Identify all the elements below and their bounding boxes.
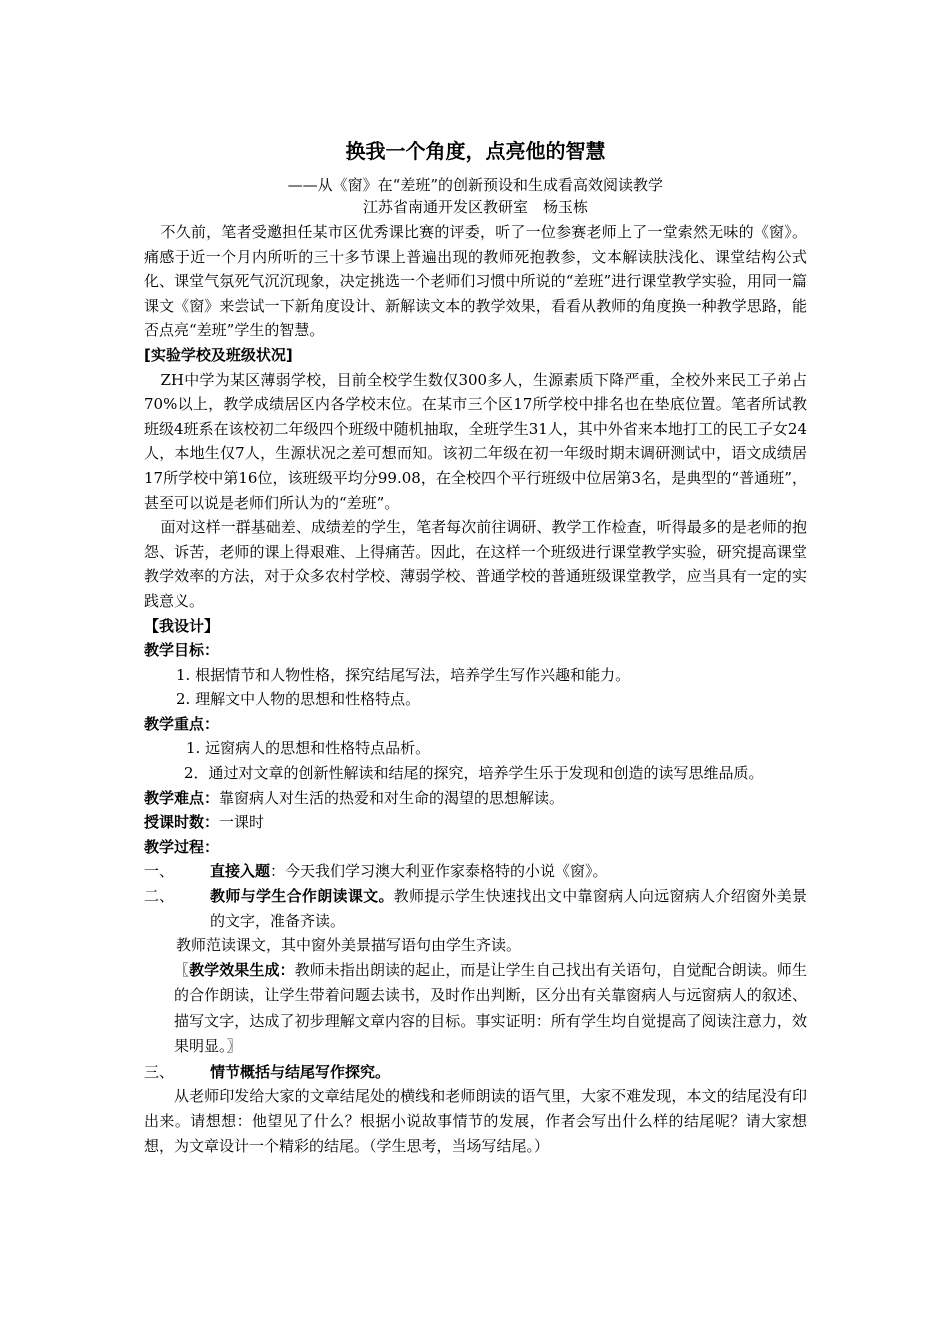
- difficulty-label: 教学难点：: [144, 788, 220, 807]
- step3-paragraph: 从老师印发给大家的文章结尾处的横线和老师朗读的语气里，大家不难发现，本文的结尾没有印出来。请想想：他望见了什么？根据小说故事情节的发展，作者会写出什么样的结尾呢？请大家想想，为文章设计一个精彩的结尾。（学生思考，当场写结尾。）: [144, 1087, 807, 1155]
- step2-reading: 教师范读课文，其中窗外美景描写语句由学生齐读。: [176, 936, 522, 955]
- step-body: [210, 884, 807, 933]
- section-heading-school: [实验学校及班级状况]: [144, 345, 293, 364]
- difficulty-row: [144, 786, 807, 811]
- focus-item: 2．通过对文章的创新性解读和结尾的探究，培养学生乐于发现和创造的读写思维品质。: [184, 764, 764, 783]
- step-text: ：今天我们学习澳大利亚作家泰格特的小说《窗》。: [270, 862, 608, 881]
- step-number: 三、: [144, 1062, 175, 1081]
- focus-item: 1. 远窗病人的思想和性格特点品析。: [186, 739, 431, 758]
- process-step-1: [144, 859, 807, 884]
- intro-paragraph: 不久前，笔者受邀担任某市区优秀课比赛的评委，听了一位参赛老师上了一堂索然无味的《窗》。痛感于近一个月内所听的三十多节课上普遍出现的教师死抱教参，文本解读肤浅化、课堂结构公式化、课堂气氛死气沉沉现象，决定挑选一个老师们习惯中所说的“差班”进行课堂教学实验，用同一篇课文《窗》来尝试一下新角度设计、新解读文本的教学效果，看看从教师的角度换一种教学思路，能否点亮“差班”学生的智慧。: [144, 223, 807, 340]
- step-text: 教师提示学生快速找出文中靠窗病人向远窗病人介绍窗外美景的文字，准备齐读。: [210, 887, 807, 930]
- note-text: 教师未指出朗读的起止，而是让学生自己找出有关语句，自觉配合朗读。师生的合作朗读，让学生带着问题去读书，及时作出判断，区分出有关靠窗病人与远窗病人的叙述、描写文字，达成了初步理解文章内容的目标。事实证明：所有学生均自觉提高了阅读注意力，效果明显。〗: [174, 960, 807, 1056]
- document-author: 江苏省南通开发区教研室 杨玉栋: [362, 198, 588, 216]
- difficulty-text: 靠窗病人对生活的热爱和对生命的渴望的思想解读。: [219, 788, 565, 807]
- process-step-2: [144, 884, 807, 933]
- time-row: [144, 810, 807, 835]
- focus-label: 教学重点：: [144, 714, 220, 733]
- goals-label: 教学目标：: [144, 641, 220, 660]
- step-title: 直接入题: [210, 862, 271, 881]
- process-step-3: [144, 1060, 807, 1085]
- document-title: 换我一个角度，点亮他的智慧: [345, 139, 606, 163]
- process-label: 教学过程：: [144, 837, 220, 856]
- step-title: 教师与学生合作朗读课文。: [210, 887, 394, 906]
- time-label: 授课时数：: [144, 813, 220, 832]
- step2-effect-note: [144, 958, 807, 1060]
- section-heading-design: 【我设计】: [144, 616, 220, 635]
- time-text: 一课时: [219, 813, 265, 832]
- document-subtitle: ——从《窗》在“差班”的创新预设和生成看高效阅读教学: [287, 176, 663, 194]
- note-label: 教学效果生成：: [189, 960, 295, 979]
- school-paragraph-1: ZH中学为某区薄弱学校，目前全校学生数仅300多人，生源素质下降严重，全校外来民工子弟占70%以上，教学成绩居区内各学校末位。在某市三个区17所学校中排名也在垫底位置。笔者所试教班级4班系在该校初二年级四个班级中随机抽取，全班学生31人，其中外省来本地打工的民工子女24人，本地生仅7人，生源状况之差可想而知。该初二年级在初一年级时期末调研测试中，语文成绩居17所学校中第16位，该班级平均分99.08，在全校四个平行班级中位居第3名，是典型的“普通班”，甚至可以说是老师们所认为的“差班”。: [144, 370, 807, 512]
- school-paragraph-2: 面对这样一群基础差、成绩差的学生，笔者每次前往调研、教学工作检查，听得最多的是老师的抱怨、诉苦，老师的课上得艰难、上得痛苦。因此，在这样一个班级进行课堂教学实验，研究提高课堂教学效率的方法，对于众多农村学校、薄弱学校、普通学校的普通班级课堂教学，应当具有一定的实践意义。: [144, 518, 807, 610]
- step-number: 二、: [144, 887, 175, 906]
- step-body: [210, 1060, 807, 1085]
- step-title: 情节概括与结尾写作探究。: [210, 1062, 391, 1081]
- goal-item: 1. 根据情节和人物性格，探究结尾写法，培养学生写作兴趣和能力。: [176, 665, 631, 684]
- step-number: 一、: [144, 862, 175, 881]
- goal-item: 2. 理解文中人物的思想和性格特点。: [176, 690, 421, 709]
- document-page: [144, 136, 807, 1158]
- note-bracket: 〖: [174, 960, 190, 979]
- step-body: [210, 859, 807, 884]
